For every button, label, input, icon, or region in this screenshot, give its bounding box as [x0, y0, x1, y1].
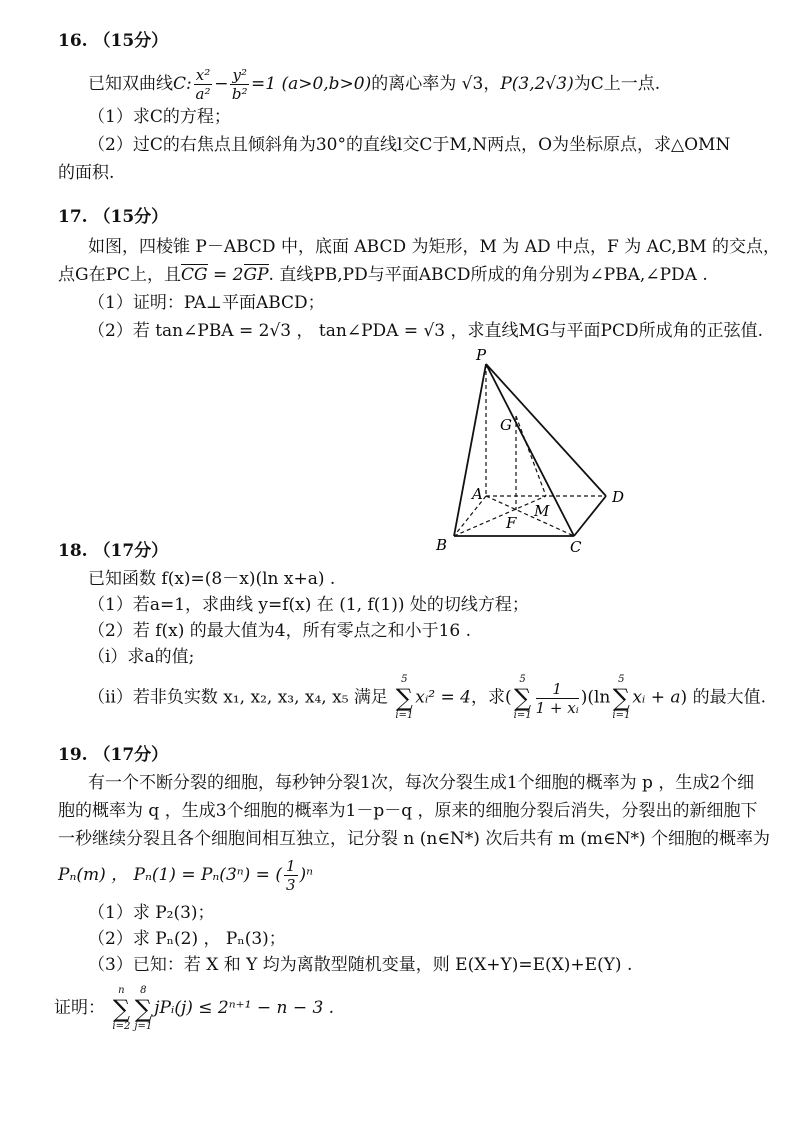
q18-sum2-top: 5 [519, 674, 526, 685]
q17-stem-line2-a: 点G在PC上，且 [58, 265, 182, 285]
label-G: G [500, 416, 512, 434]
q16-a2: a² [195, 85, 211, 103]
q19-frac-num: 1 [285, 857, 296, 875]
q18-part1: （1）若a=1，求曲线 y=f(x) 在 (1, f(1)) 处的切线方程； [88, 595, 529, 615]
q16-frac-x [194, 66, 212, 103]
q17-part1: （1）证明：PA⊥平面ABCD； [88, 293, 325, 313]
edge-GM [516, 416, 546, 496]
q19-frac-den: 3 [285, 876, 296, 894]
q16-stem-end: 为C上一点. [573, 74, 661, 94]
q19-part2: （2）求 Pₙ(2) ， Pₙ(3)； [88, 929, 286, 949]
edge-PB [454, 364, 486, 536]
q16-point: P(3,2√3) [500, 74, 574, 94]
q16-stem-prefix: 已知双曲线 [88, 74, 173, 94]
q17-stem-line1: 如图，四棱锥 P－ABCD 中，底面 ABCD 为矩形，M 为 AD 中点，F 为 AC,BM 的交点， [88, 237, 781, 257]
q16-frac-y [230, 66, 249, 103]
q16-curve-name: C: [173, 74, 192, 94]
q18-sum-term: xᵢ² = 4 [415, 687, 471, 708]
q18-sum3 [612, 674, 630, 722]
q18-sum1-bottom: i=1 [395, 710, 414, 721]
label-B: B [436, 536, 448, 554]
pyramid-figure [420, 346, 640, 556]
q18-part2-ii-a: （ⅱ）若非负实数 x₁, x₂, x₃, x₄, x₅ 满足 [88, 687, 388, 708]
q16-y2: y² [232, 66, 247, 84]
label-M: M [534, 502, 550, 520]
q18-part2-ii-d: ) 的最大值. [680, 687, 766, 708]
q19-sum1-top: n [118, 984, 125, 996]
q17-vec-gp: GP [243, 265, 269, 285]
q19-stem-line4-a: Pₙ(m) ， Pₙ(1) = Pₙ(3ⁿ) = ( [58, 865, 282, 885]
q16-header: 16. （15分） [58, 31, 169, 51]
q19-stem-line2: 胞的概率为 q ，生成3个细胞的概率为1－p－q ，原来的细胞分裂后消失，分裂出的新细胞下 [58, 801, 758, 821]
q18-stem: 已知函数 f(x)=(8－x)(ln x+a) . [88, 569, 336, 589]
q16-point-sep: ， [483, 74, 501, 94]
q19-sum2 [134, 985, 152, 1033]
q16-part2-line1: （2）过C的右焦点且倾斜角为30°的直线l交C于M,N两点，O为坐标原点，求△OMN [88, 135, 731, 155]
q18-part2: （2）若 f(x) 的最大值为4，所有零点之和小于16 . [88, 621, 472, 641]
q19-proof [54, 984, 334, 1032]
label-F: F [506, 514, 517, 532]
q19-sum2-top: 8 [140, 984, 147, 996]
q16-part1: （1）求C的方程； [88, 107, 231, 127]
q16-stem-mid: 的离心率为 [371, 74, 457, 94]
q19-frac [284, 857, 298, 894]
q18-header: 18. （17分） [58, 541, 169, 561]
q18-sum2-bottom: i=1 [513, 710, 532, 721]
q18-frac [536, 680, 579, 717]
sigma-symbol: ∑ [612, 684, 630, 712]
q18-frac-num: 1 [536, 680, 579, 699]
q18-part2-ii [88, 674, 766, 720]
q19-stem-line1: 有一个不断分裂的细胞，每秒钟分裂1次，每次分裂生成1个细胞的概率为 p ，生成2个细 [88, 773, 755, 793]
sigma-symbol: ∑ [395, 684, 413, 712]
sigma-symbol: ∑ [112, 994, 130, 1023]
q18-sum3-bottom: i=1 [612, 710, 631, 721]
q18-sum1 [395, 674, 413, 722]
q18-part2-ii-b: ，求( [471, 687, 512, 708]
q16-b2: b² [231, 85, 248, 103]
edge-CD [574, 496, 606, 536]
q19-part3: （3）已知：若 X 和 Y 均为离散型随机变量，则 E(X+Y)=E(X)+E(Y) . [88, 955, 633, 975]
q16-stem: 已知双曲线C: $\frac{\text{x²}}{\text{a²}}$ − $\frac{\text{y²}}{\text{b²}}$ =1 (a>0,b>0)的离心率为 √3，P(3,2√3)为C上一点. [88, 66, 661, 103]
label-D: D [612, 488, 625, 506]
label-C: C [570, 538, 582, 556]
q18-part2-ii-c: )(ln [580, 687, 611, 708]
q18-sum2 [514, 674, 532, 722]
q17-stem-line2 [58, 264, 708, 286]
q16-ecc: √3 [461, 74, 484, 94]
q17-vec-cg: CG [181, 265, 208, 285]
q16-part2-line2: 的面积. [58, 163, 115, 183]
q19-stem-line4 [58, 856, 313, 894]
q18-frac-den: 1 + xᵢ [535, 698, 579, 717]
q19-sum1 [112, 985, 130, 1033]
q16-x2: x² [195, 66, 211, 84]
q19-header: 19. （17分） [58, 745, 169, 765]
q17-stem-line2-b: . 直线PB,PD与平面ABCD所成的角分别为∠PBA,∠PDA . [268, 265, 708, 285]
q18-sum1-top: 5 [401, 674, 408, 685]
q19-stem-line4-b: )ⁿ [299, 865, 314, 885]
q17-vec-eq: = 2 [207, 265, 244, 285]
q17-header: 17. （15分） [58, 207, 169, 227]
q19-sum1-bottom: i=2 [112, 1020, 131, 1032]
edge-PC [486, 364, 574, 536]
q18-sum3-top: 5 [618, 674, 625, 685]
q18-sum-term3: xᵢ + a [632, 687, 681, 708]
sigma-symbol: ∑ [134, 994, 152, 1023]
q19-stem-line3: 一秒继续分裂且各个细胞间相互独立，记分裂 n (n∈N*) 次后共有 m (m∈N*) 个细胞的概率为 [58, 829, 771, 849]
label-A: A [472, 485, 483, 503]
q17-part2: （2）若 tan∠PBA = 2√3 ， tan∠PDA = √3 ，求直线MG与平面PCD所成角的正弦值. [88, 321, 763, 341]
q19-part1: （1）求 P₂(3)； [88, 903, 215, 923]
q18-part2-i: （ⅰ）求a的值; [88, 647, 195, 667]
q19-sum2-bottom: j=1 [134, 1020, 153, 1032]
label-P: P [476, 346, 487, 364]
q19-proof-label: 证明： [54, 998, 105, 1018]
q19-proof-body: jPᵢ(j) ≤ 2ⁿ⁺¹ − n − 3 . [154, 998, 335, 1018]
q16-eq-rest: =1 (a>0,b>0) [250, 74, 372, 94]
sigma-symbol: ∑ [514, 684, 532, 712]
